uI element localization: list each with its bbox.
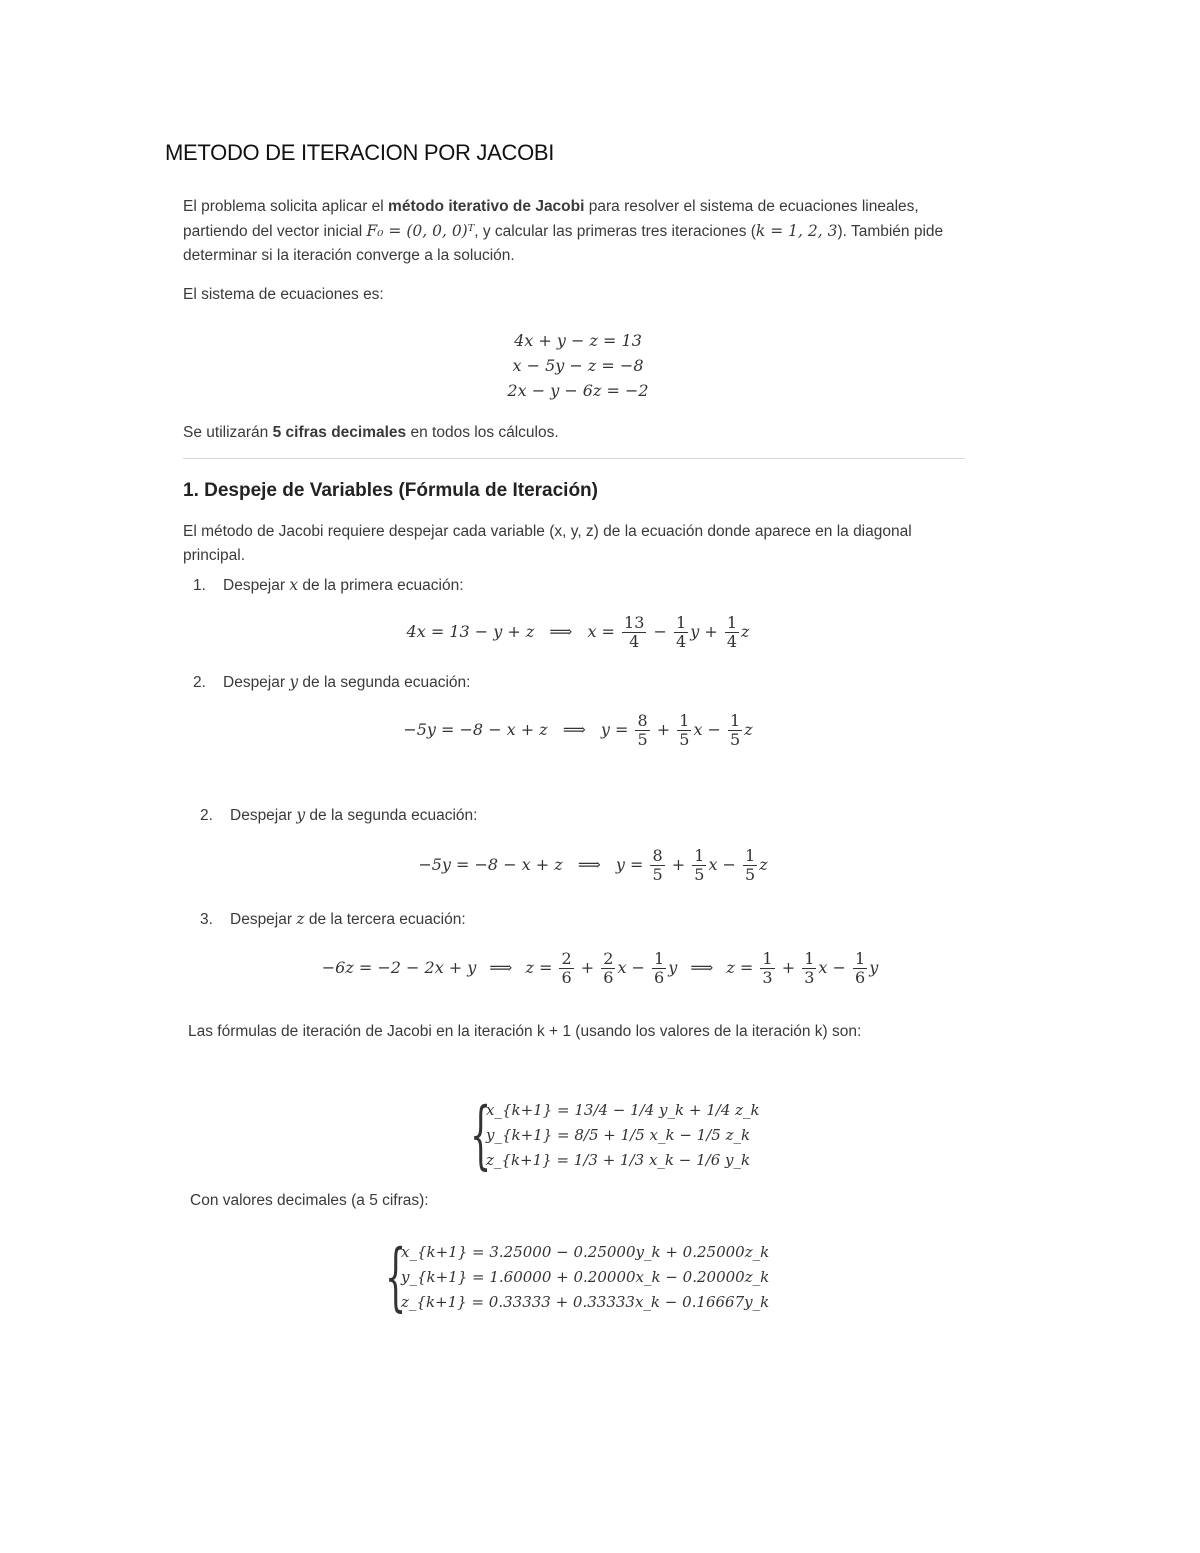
equation-2: x − 5y − z = −8 — [512, 356, 644, 375]
variable: x − — [818, 958, 846, 977]
decimal-formula-z: z_{k+1} = 0.33333 + 0.33333x_k − 0.16667y_k — [401, 1293, 770, 1311]
list-item — [193, 673, 470, 692]
fraction — [652, 950, 666, 987]
denominator: 5 — [679, 730, 690, 749]
variable: y + — [690, 622, 718, 641]
item-var: y — [289, 673, 299, 691]
initial-vector: F₀ = (0, 0, 0)ᵀ — [366, 222, 475, 240]
system-intro: El sistema de ecuaciones es: — [183, 286, 384, 303]
item-text: Despejar — [223, 577, 290, 594]
item-var: y — [296, 806, 306, 824]
numerator: 1 — [762, 949, 773, 968]
fraction — [559, 950, 573, 987]
implies-arrow: ⟹ — [690, 958, 714, 977]
denominator: 6 — [855, 968, 866, 987]
numerator: 1 — [676, 613, 687, 632]
denominator: 5 — [694, 865, 705, 884]
item-number: 2. — [193, 674, 206, 691]
fraction — [601, 950, 615, 987]
fraction — [635, 712, 649, 749]
numerator: 2 — [561, 949, 572, 968]
formulas-intro: Las fórmulas de iteración de Jacobi en la iteración k + 1 (usando los valores de la iteración k) son: — [188, 1023, 862, 1040]
divider — [183, 458, 965, 459]
item-text: de la segunda ecuación: — [298, 674, 471, 691]
numerator: 1 — [855, 949, 866, 968]
eq-lhs: −5y = −8 − x + z — [418, 855, 563, 874]
left-brace: { — [385, 1234, 407, 1320]
operator: + — [580, 958, 595, 977]
denominator: 3 — [762, 968, 773, 987]
fraction — [760, 950, 774, 987]
denominator: 5 — [745, 865, 756, 884]
equation-z — [160, 950, 1040, 987]
variable: x − — [708, 855, 736, 874]
variable: y — [668, 958, 678, 977]
note-text: Se utilizarán — [183, 424, 273, 441]
intro-bold-method: método iterativo de Jacobi — [388, 198, 585, 215]
left-brace: { — [470, 1092, 492, 1178]
variable: x − — [693, 720, 721, 739]
variable: x − — [617, 958, 645, 977]
operator: − — [653, 622, 667, 641]
eq-rhs: y = — [615, 855, 644, 874]
numerator: 1 — [804, 949, 815, 968]
operator: + — [656, 720, 671, 739]
fraction — [725, 614, 739, 651]
iteration-formula-system — [470, 1092, 760, 1178]
fraction — [622, 614, 646, 651]
denominator: 4 — [726, 632, 737, 651]
decimal-formula-system — [385, 1234, 805, 1320]
list-item — [200, 806, 477, 825]
variable: z — [744, 720, 753, 739]
fraction — [728, 712, 742, 749]
denominator: 5 — [637, 730, 648, 749]
numerator: 8 — [637, 711, 648, 730]
item-number: 1. — [193, 577, 206, 594]
numerator: 2 — [603, 949, 614, 968]
eq-rhs: z = — [726, 958, 754, 977]
item-var: z — [296, 910, 305, 928]
numerator: 1 — [726, 613, 737, 632]
decimal-formula-y: y_{k+1} = 1.60000 + 0.20000x_k − 0.20000z_k — [401, 1268, 770, 1286]
denominator: 6 — [654, 968, 665, 987]
eq-mid: z = — [525, 958, 553, 977]
item-text: Despejar — [230, 807, 297, 824]
item-var: x — [289, 576, 299, 594]
numerator: 1 — [679, 711, 690, 730]
eq-lhs: 4x = 13 − y + z — [406, 622, 535, 641]
intro-text: , y calcular las primeras tres iteraciones ( — [474, 223, 756, 240]
formula-y: y_{k+1} = 8/5 + 1/5 x_k − 1/5 z_k — [486, 1126, 751, 1144]
fraction — [677, 712, 691, 749]
item-number: 3. — [200, 911, 213, 928]
implies-arrow: ⟹ — [562, 720, 586, 739]
page-title: METODO DE ITERACION POR JACOBI — [165, 140, 555, 165]
intro-text: para resolver el sistema de ecuaciones lineales, partiendo del vector inicial — [183, 198, 919, 240]
intro-paragraph — [183, 195, 973, 268]
denominator: 4 — [676, 632, 687, 651]
eq-rhs: x = — [587, 622, 615, 641]
formula-x: x_{k+1} = 13/4 − 1/4 y_k + 1/4 z_k — [486, 1101, 760, 1119]
numerator: 1 — [745, 846, 756, 865]
numerator: 13 — [624, 613, 645, 632]
denominator: 4 — [629, 632, 640, 651]
item-text: de la segunda ecuación: — [305, 807, 478, 824]
item-text: de la tercera ecuación: — [304, 911, 466, 928]
implies-arrow: ⟹ — [549, 622, 573, 641]
implies-arrow: ⟹ — [577, 855, 601, 874]
variable: y — [869, 958, 879, 977]
variable: z — [759, 855, 768, 874]
numerator: 1 — [694, 846, 705, 865]
section-heading: 1. Despeje de Variables (Fórmula de Iteración) — [183, 480, 598, 501]
iteration-indices: k = 1, 2, 3 — [755, 222, 838, 240]
equation-y — [183, 712, 973, 749]
fraction — [743, 847, 757, 884]
denominator: 5 — [730, 730, 741, 749]
decimal-formula-x: x_{k+1} = 3.25000 − 0.25000y_k + 0.25000z_k — [401, 1243, 770, 1261]
equation-system — [183, 328, 973, 403]
item-number: 2. — [200, 807, 213, 824]
eq-rhs: y = — [600, 720, 629, 739]
fraction — [692, 847, 706, 884]
item-text: de la primera ecuación: — [298, 577, 464, 594]
eq-lhs: −6z = −2 − 2x + y — [321, 958, 477, 977]
fraction — [674, 614, 688, 651]
denominator: 5 — [652, 865, 663, 884]
intro-text: El problema solicita aplicar el — [183, 198, 389, 215]
denominator: 6 — [561, 968, 572, 987]
fraction — [650, 847, 664, 884]
fraction — [853, 950, 867, 987]
implies-arrow: ⟹ — [489, 958, 513, 977]
variable: z — [741, 622, 750, 641]
equation-1: 4x + y − z = 13 — [514, 331, 642, 350]
denominator: 3 — [804, 968, 815, 987]
denominator: 6 — [603, 968, 614, 987]
numerator: 8 — [652, 846, 663, 865]
numerator: 1 — [730, 711, 741, 730]
item-text: Despejar — [230, 911, 297, 928]
item-text: Despejar — [223, 674, 290, 691]
equation-x — [183, 614, 973, 651]
numerator: 1 — [654, 949, 665, 968]
decimal-intro: Con valores decimales (a 5 cifras): — [190, 1192, 429, 1209]
list-item — [200, 910, 466, 929]
equation-3: 2x − y − 6z = −2 — [507, 381, 649, 400]
note-text: en todos los cálculos. — [406, 424, 559, 441]
note-bold: 5 cifras decimales — [272, 424, 407, 441]
equation-y-repeat — [198, 847, 988, 884]
fraction — [802, 950, 816, 987]
intro-text: ). También pide determinar si la iteración converge a la solución. — [183, 223, 944, 264]
eq-lhs: −5y = −8 − x + z — [403, 720, 548, 739]
decimals-note — [183, 421, 973, 445]
operator: + — [781, 958, 796, 977]
formula-z: z_{k+1} = 1/3 + 1/3 x_k − 1/6 y_k — [486, 1151, 751, 1169]
operator: + — [671, 855, 686, 874]
section-paragraph: El método de Jacobi requiere despejar cada variable (x, y, z) de la ecuación donde aparece en la diagonal principal. — [183, 523, 912, 564]
list-item — [193, 576, 464, 595]
